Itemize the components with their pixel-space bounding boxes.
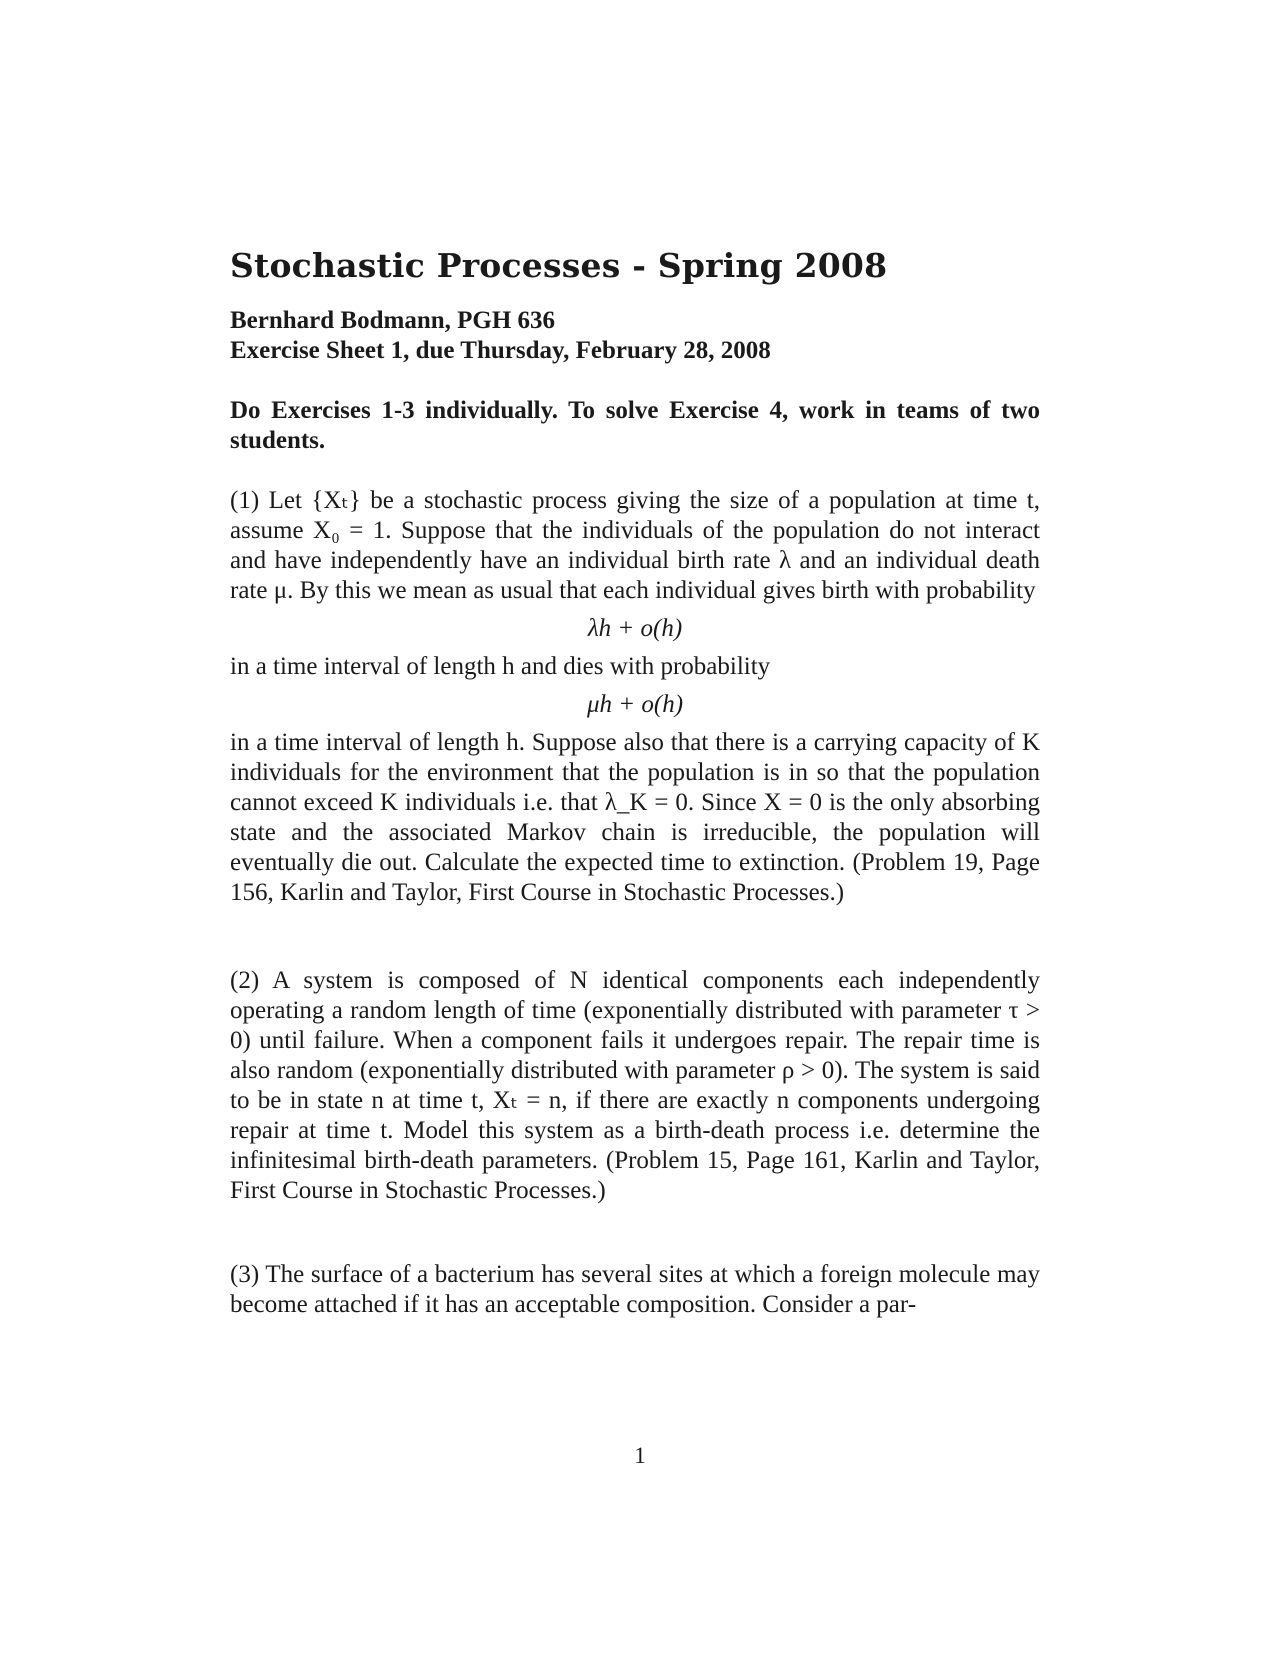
exercise-3-start: (3) The surface of a bacterium has several sites at which a foreign molecule may become attached if it has an acceptable composition. Consider a par- bbox=[230, 1261, 1040, 1318]
exercise-1-intro: (1) Let {Xₜ} be a stochastic process giving the size of a population at time t, assume X₀ = 1. Suppose that the individuals of the population do not interact and have independently have an individual birth rate λ and an individual death rate μ. By this we mean as usual that each individual gives birth with probability bbox=[230, 487, 1040, 604]
author-line: Bernhard Bodmann, PGH 636 bbox=[230, 307, 556, 334]
exercise-1-birth-probability: λh + o(h) bbox=[587, 615, 683, 642]
exercise-1-middle: in a time interval of length h and dies with probability bbox=[230, 653, 771, 680]
instructions: Do Exercises 1-3 individually. To solve Exercise 4, work in teams of two students. bbox=[230, 397, 1040, 454]
document-title: Stochastic Processes - Spring 2008 bbox=[230, 246, 888, 285]
exercise-1-death-probability: μh + o(h) bbox=[586, 691, 684, 718]
spacer bbox=[230, 1206, 1040, 1260]
document-body bbox=[230, 246, 1040, 1320]
page-number: 1 bbox=[634, 1443, 646, 1468]
exercise-2: (2) A system is composed of N identical components each independently operating a random length of time (exponentially distributed with parameter τ > 0) until failure. When a component fails it undergoes repair. The repair time is also random (exponentially distributed with parameter ρ > 0). The system is said to be in state n at time t, Xₜ = n, if there are exactly n components undergoing repair at time t. Model this system as a birth-death process i.e. determine the infinitesimal birth-death parameters. (Problem 15, Page 161, Karlin and Taylor, First Course in Stochastic Processes.) bbox=[230, 967, 1040, 1204]
spacer bbox=[230, 908, 1040, 966]
sheet-line: Exercise Sheet 1, due Thursday, February 28, 2008 bbox=[230, 337, 771, 364]
exercise-1-rest: in a time interval of length h. Suppose also that there is a carrying capacity of K individuals for the environment that the population is in so that the population cannot exceed K individuals i.e. that λ_K = 0. Since X = 0 is the only absorbing state and the associated Markov chain is irreducible, the population will eventually die out. Calculate the expected time to extinction. (Problem 19, Page 156, Karlin and Taylor, First Course in Stochastic Processes.) bbox=[230, 729, 1040, 906]
